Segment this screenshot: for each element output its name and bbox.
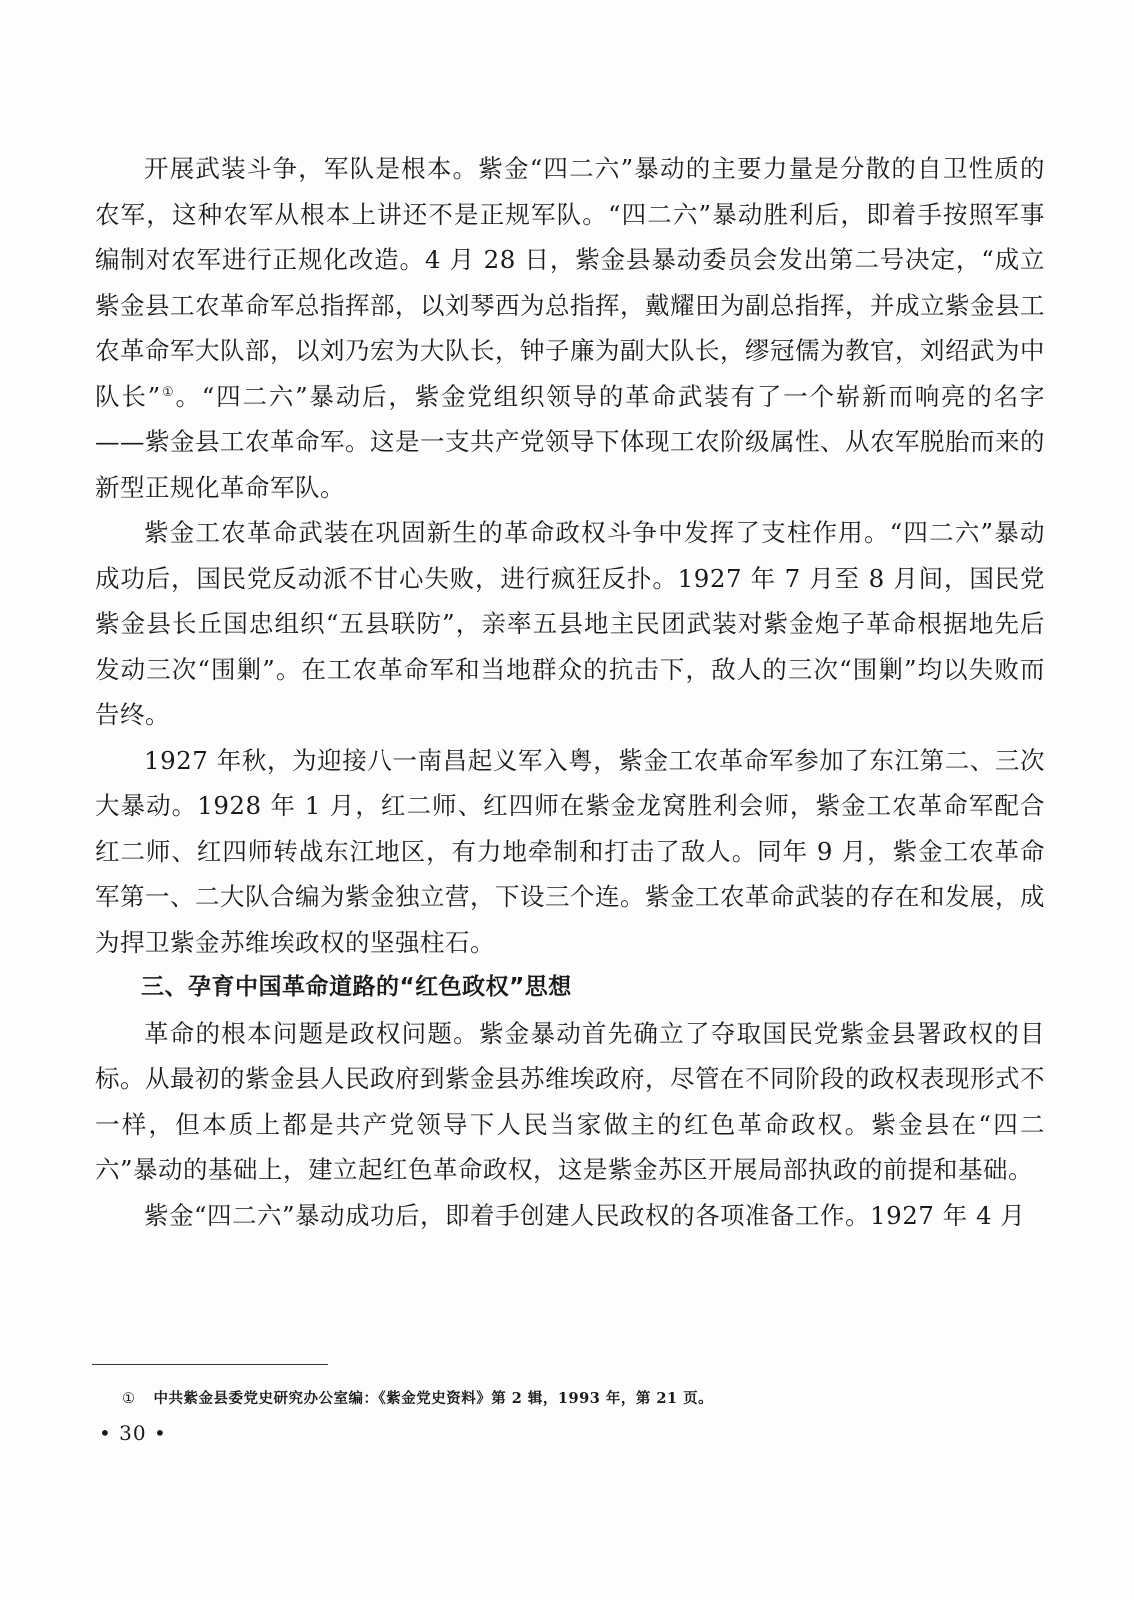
footnote [122, 1388, 1022, 1410]
footnote-divider [92, 1364, 328, 1365]
footnote-number: ① [122, 1391, 136, 1407]
body-text [95, 146, 1045, 1238]
paragraph-4: 革命的根本问题是政权问题。紫金暴动首先确立了夺取国民党紫金县署政权的目标。从最初的紫金县人民政府到紫金县苏维埃政府，尽管在不同阶段的政权表现形式不一样，但本质上都是共产党领导下人民当家做主的红色革命政权。紫金县在“四二六”暴动的基础上，建立起红色革命政权，这是紫金苏区开展局部执政的前提和基础。 [95, 1018, 1045, 1184]
paragraph-2: 紫金工农革命武装在巩固新生的革命政权斗争中发挥了支柱作用。“四二六”暴动成功后，国民党反动派不甘心失败，进行疯狂反扑。1927 年 7 月至 8 月间，国民党紫金县长丘国忠组织“五县联防”，亲率五县地主民团武装对紫金炮子革命根据地先后发动三次“围剿”。在工农革命军和当地群众的抗击下，敌人的三次“围剿”均以失败而告终。 [95, 518, 1045, 729]
paragraph-1-text: 开展武装斗争，军队是根本。紫金“四二六”暴动的主要力量是分散的自卫性质的农军，这种农军从根本上讲还不是正规军队。“四二六”暴动胜利后，即着手按照军事编制对农军进行正规化改造。4 月 28 日，紫金县暴动委员会发出第二号决定，“成立紫金县工农革命军总指挥部，以刘琴西为总指挥，戴耀田为副总指挥，并成立紫金县工农革命军大队部，以刘乃宏为大队长，钟子廉为副大队长，缪冠儒为教官，刘绍武为中队长” [95, 154, 1045, 411]
section-heading: 三、孕育中国革命道路的“红色政权”思想 [141, 974, 572, 1000]
page-number: • 30 • [99, 1421, 167, 1445]
paragraph-1 [95, 146, 1045, 510]
footnote-reference: ① [160, 384, 176, 400]
footnote-text: 中共紫金县委党史研究办公室编：《紫金党史资料》第 2 辑，1993 年，第 21 页。 [153, 1390, 714, 1407]
paragraph-1-text-continued: 。“四二六”暴动后，紫金党组织领导的革命武装有了一个崭新而响亮的名字——紫金县工农革命军。这是一支共产党领导下体现工农阶级属性、从农军脱胎而来的新型正规化革命军队。 [95, 381, 1046, 502]
paragraph-5: 紫金“四二六”暴动成功后，即着手创建人民政权的各项准备工作。1927 年 4 月 [144, 1200, 1026, 1230]
paragraph-3: 1927 年秋，为迎接八一南昌起义军入粤，紫金工农革命军参加了东江第二、三次大暴动。1928 年 1 月，红二师、红四师在紫金龙窝胜利会师，紫金工农革命军配合红二师、红四师转战东江地区，有力地牵制和打击了敌人。同年 9 月，紫金工农革命军第一、二大队合编为紫金独立营，下设三个连。紫金工农革命武装的存在和发展，成为捍卫紫金苏维埃政权的坚强柱石。 [95, 745, 1045, 957]
